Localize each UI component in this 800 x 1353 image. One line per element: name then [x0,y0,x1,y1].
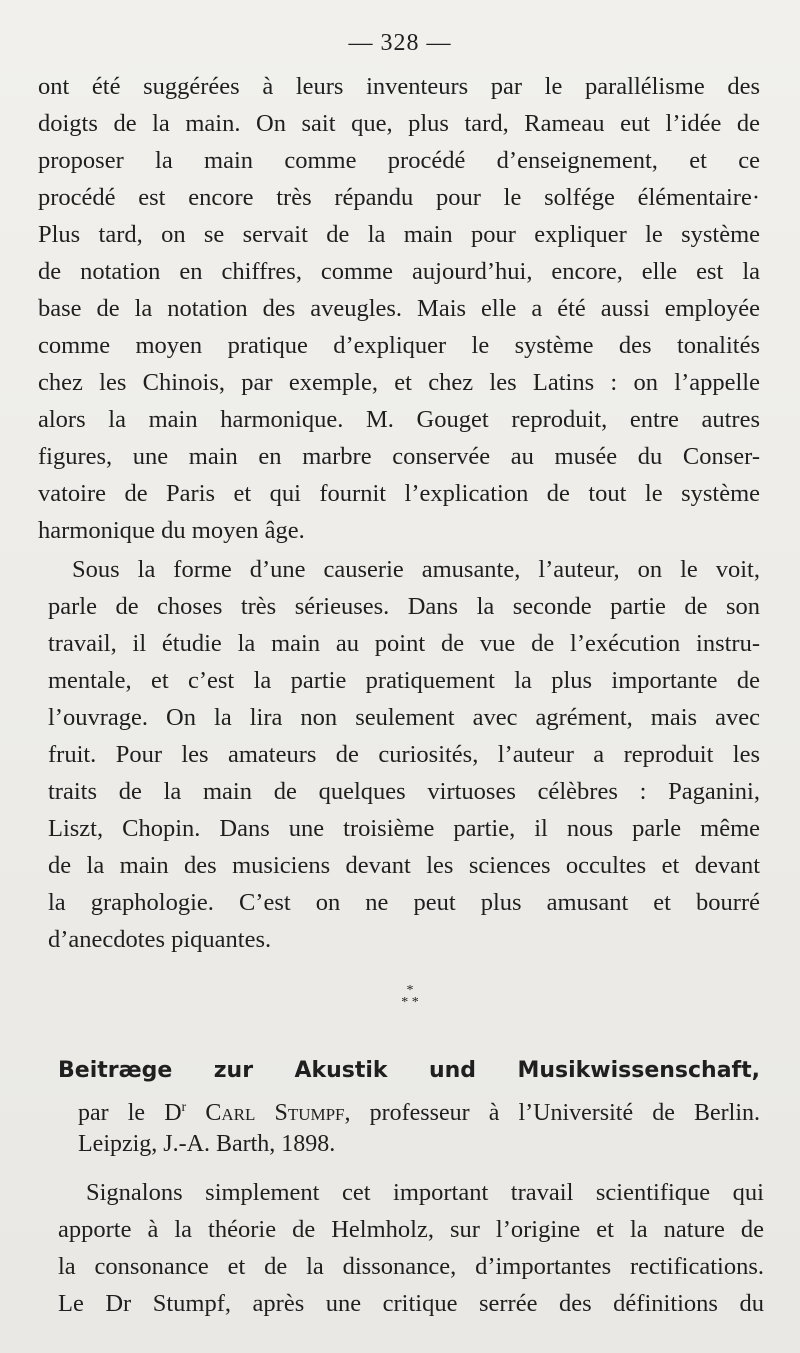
text-line: figures, une main en marbre conservée au musée du Conser- [38,443,760,470]
byline-sup: r [181,1100,187,1115]
text-line: comme moyen pratique d’expliquer le système des tonalités [38,332,760,359]
asterism-separator [390,985,430,1009]
text-line: la consonance et de la dissonance, d’importantes rectifications. [58,1253,764,1280]
text-line: l’ouvrage. On la lira non seulement avec agrément, mais avec [48,704,760,731]
text-line: traits de la main de quelques virtuoses célèbres : Paganini, [48,778,760,805]
text-line: Le Dr Stumpf, après une critique serrée des définitions du [58,1290,764,1317]
text-line: Liszt, Chopin. Dans une troisième partie, il nous parle même [48,815,760,842]
text-line: de la main des musiciens devant les sciences occultes et devant [48,852,760,879]
text-line: Signalons simplement cet important travail scientifique qui [86,1179,764,1206]
text-line: de notation en chiffres, comme aujourd’hui, encore, elle est la [38,258,760,285]
text-line: proposer la main comme procédé d’enseignement, et ce [38,147,760,174]
text-line: travail, il étudie la main au point de vue de l’exécution instru- [48,630,760,657]
text-line: Sous la forme d’une causerie amusante, l’auteur, on le voit, [72,556,760,583]
text-line: doigts de la main. On sait que, plus tard, Rameau eut l’idée de [38,110,760,137]
page-number: — 328 — [348,30,452,56]
author-name: Carl Stumpf [205,1100,345,1126]
review-publisher: Leipzig, J.-A. Barth, 1898. [78,1131,336,1157]
text-line: fruit. Pour les amateurs de curiosités, l’auteur a reproduit les [48,741,760,768]
text-line: harmonique du moyen âge. [38,517,305,544]
text-line: procédé est encore très répandu pour le solfége élémentaire· [38,184,760,211]
asterism-top: * [406,983,414,998]
byline-suffix: , professeur à l’Université de Berlin. [344,1100,761,1126]
text-line: vatoire de Paris et qui fournit l’explication de tout le système [38,480,760,507]
text-line: d’anecdotes piquantes. [48,926,272,953]
text-line: alors la main harmonique. M. Gouget reproduit, entre autres [38,406,760,433]
review-title: Beitræge zur Akustik und Musikwissenschaft, [58,1058,760,1083]
asterism-bottom: * * [401,995,419,1010]
text-line: parle de choses très sérieuses. Dans la seconde partie de son [48,593,760,620]
text-line: chez les Chinois, par exemple, et chez les Latins : on l’appelle [38,369,760,396]
text-line: Plus tard, on se servait de la main pour expliquer le système [38,221,760,248]
text-line: la graphologie. C’est on ne peut plus amusant et bourré [48,889,760,916]
text-line: base de la notation des aveugles. Mais elle a été aussi employée [38,295,760,322]
review-byline [78,1093,760,1128]
byline-prefix: par le D [78,1100,182,1126]
text-line: mentale, et c’est la partie pratiquement la plus importante de [48,667,760,694]
text-line: apporte à la théorie de Helmholz, sur l’origine et la nature de [58,1216,764,1243]
text-line: ont été suggérées à leurs inventeurs par le parallélisme des [38,73,760,100]
